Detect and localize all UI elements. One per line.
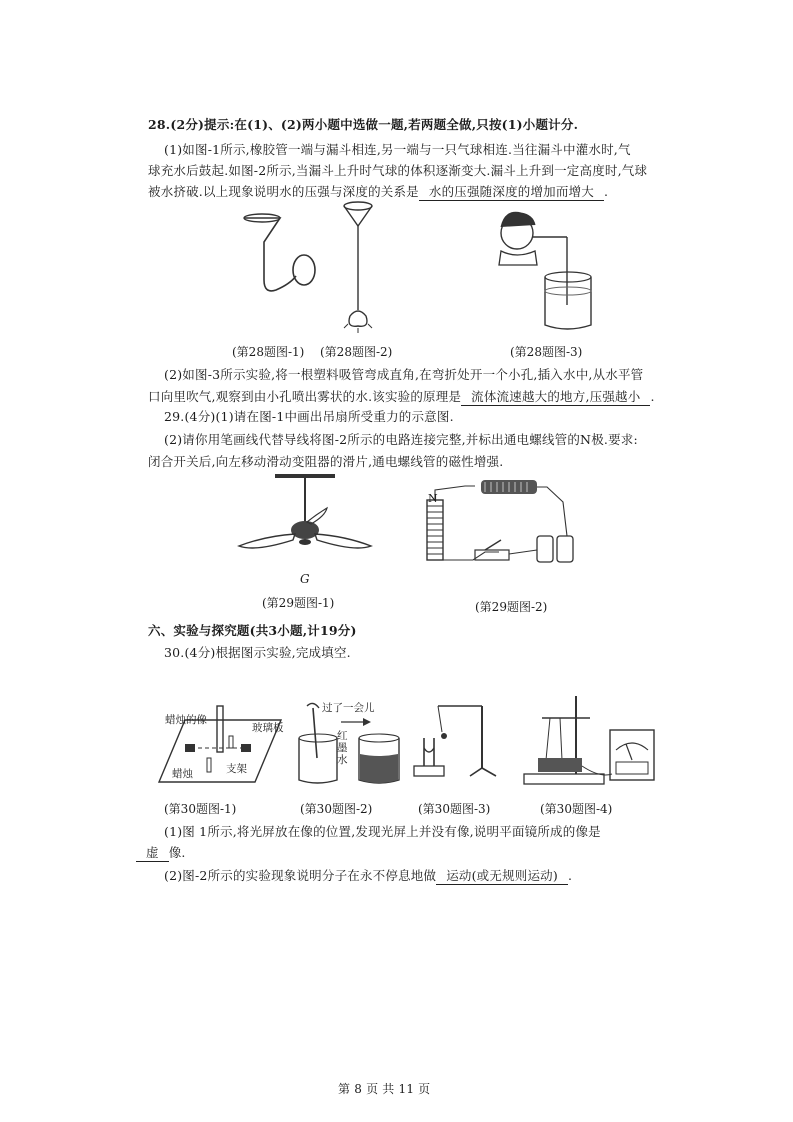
q30-p1-line1: (1)图 1所示,将光屏放在像的位置,发现光屏上并没有像,说明平面镜所成的像是 (164, 824, 601, 839)
fig30-1-caption: (第30题图-1) (164, 802, 237, 816)
q28-header: 28.(2分)提示:在(1)、(2)两小题中选做一题,若两题全做,只按(1)小题计分. (148, 117, 579, 132)
gravity-label-g: G (300, 572, 310, 586)
fig28-3-caption: (第28题图-3) (510, 345, 583, 359)
label-after-a-while: 过了一会儿 (322, 702, 375, 714)
q30-p1-answer: 虚 (136, 845, 169, 862)
q28-p2-line2 (148, 389, 655, 406)
q28-p1-line3-end: . (603, 184, 609, 199)
q30-p2 (164, 868, 572, 885)
q29-line1: 29.(4分)(1)请在图-1中画出吊扇所受重力的示意图. (164, 409, 454, 424)
label-red: 红 (337, 730, 348, 742)
fig30-3-caption: (第30题图-3) (418, 802, 491, 816)
fig29-2-circuit (415, 478, 595, 573)
label-ink: 墨 (337, 742, 348, 754)
section6-title: 六、实验与探究题(共3小题,计19分) (148, 623, 357, 638)
q28-p1-answer: 水的压强随深度的增加而增大 (419, 184, 604, 201)
coil-n-label: N (428, 492, 438, 505)
label-candle-image: 蜡烛的像 (165, 714, 207, 726)
q29-line2: (2)请你用笔画线代替导线将图-2所示的电路连接完整,并标出通电螺线管的N极.要求: (164, 432, 638, 447)
q30-p2-answer: 运动(或无规则运动) (436, 868, 568, 885)
q28-p2-line1: (2)如图-3所示实验,将一根塑料吸管弯成直角,在弯折处开一个小孔,插入水中,从水平管 (164, 367, 644, 382)
fig28-1-caption: (第28题图-1) (232, 345, 305, 359)
page-footer: 第 8 页 共 11 页 (338, 1082, 431, 1096)
fig28-3-boy-straw (495, 205, 605, 335)
fig28-2-caption: (第28题图-2) (320, 345, 393, 359)
fig30-4-induction-apparatus (520, 690, 660, 790)
q30-p2-end: . (567, 868, 573, 883)
q30-line1: 30.(4分)根据图示实验,完成填空. (164, 645, 351, 660)
q28-p1-line3 (148, 184, 608, 201)
fig28-1-funnel-balloon (240, 210, 330, 300)
fig30-4-caption: (第30题图-4) (540, 802, 613, 816)
q28-p2-line2-end: . (650, 389, 655, 404)
fig29-1-ceiling-fan (235, 470, 375, 580)
fig30-3-tuning-fork (410, 698, 505, 788)
q28-p1-line3-text: 被水挤破.以上现象说明水的压强与深度的关系是 (148, 184, 419, 199)
label-candle: 蜡烛 (172, 768, 193, 780)
label-water: 水 (337, 754, 348, 766)
q28-p2-line2-text: 口向里吹气,观察到由小孔喷出雾状的水.该实验的原理是 (148, 389, 462, 404)
q30-p1-line2-end: 像. (168, 845, 186, 860)
q28-p1-line2: 球充水后鼓起.如图-2所示,当漏斗上升时气球的体积逐渐变大.漏斗上升到一定高度时,气球 (148, 163, 648, 178)
q28-p1-line1: (1)如图-1所示,橡胶管一端与漏斗相连,另一端与一只气球相连.当往漏斗中灌水时,气 (164, 142, 631, 157)
fig28-2-raised-funnel (340, 200, 380, 335)
fig29-1-caption: (第29题图-1) (262, 596, 335, 610)
q29-line3: 闭合开关后,向左移动滑动变阻器的滑片,通电螺线管的磁性增强. (148, 454, 504, 469)
label-glass-plate: 玻璃板 (252, 722, 284, 734)
q30-p2-text: (2)图-2所示的实验现象说明分子在永不停息地做 (164, 868, 437, 883)
label-stand: 支架 (226, 763, 247, 775)
fig30-2-caption: (第30题图-2) (300, 802, 373, 816)
q30-p1-line2 (136, 845, 186, 862)
fig29-2-caption: (第29题图-2) (475, 600, 548, 614)
q28-p2-answer: 流体流速越大的地方,压强越小 (461, 389, 650, 406)
